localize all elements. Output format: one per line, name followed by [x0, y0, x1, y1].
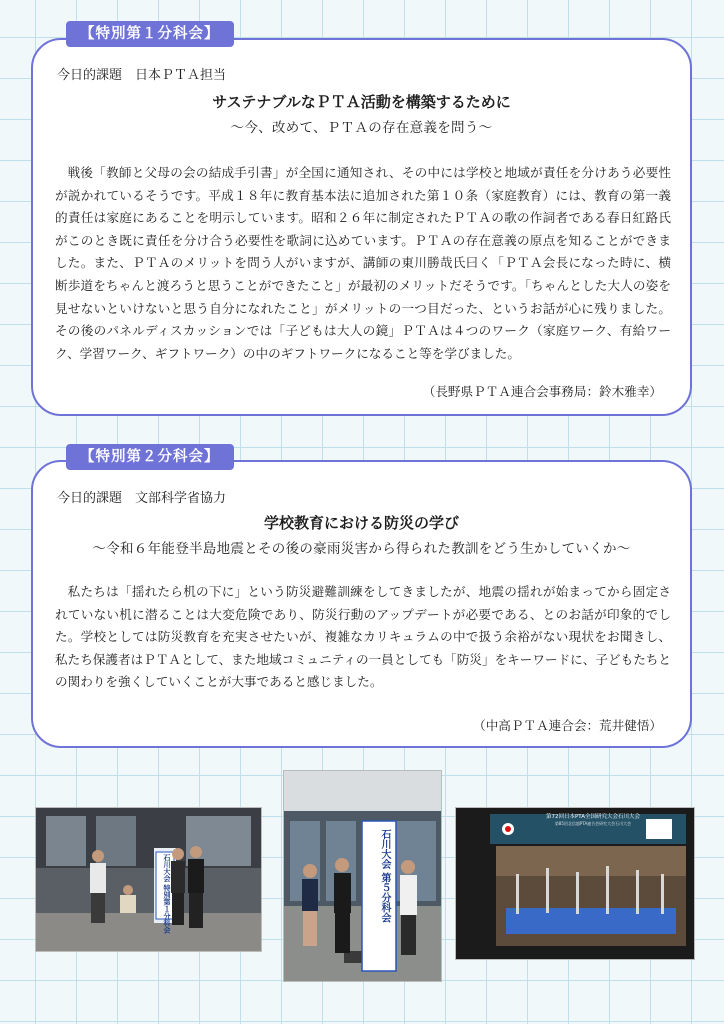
- photo3-screen-title-main: 第72回日本PTA全国研究大会石川大会: [545, 814, 640, 820]
- session2-card: [31, 460, 692, 748]
- photo3-screen-title: [518, 814, 668, 826]
- session1-title: サステナブルなＰＴＡ活動を構築するために: [212, 93, 511, 111]
- session1-credit: （長野県ＰＴＡ連合会事務局：鈴木雅幸）: [422, 384, 662, 399]
- photo1-banner-text: 石川大会 特別第１分科会: [163, 854, 171, 934]
- session2-credit: （中高ＰＴＡ連合会：荒井健悟）: [473, 718, 662, 733]
- session1-card: [31, 38, 692, 416]
- session2-subtitle: ～令和６年能登半島地震とその後の豪雨災害から得られた教訓をどう生かしていくか～: [92, 541, 631, 557]
- session2-title: 学校教育における防災の学び: [263, 514, 459, 532]
- photo-group-entrance: [35, 807, 262, 952]
- session1-theme: 今日的課題 日本ＰＴＡ担当: [57, 68, 227, 83]
- photo-stage-screen: [455, 807, 695, 960]
- session1-subtitle: ～今、改めて、ＰＴＡの存在意義を問う～: [230, 120, 493, 136]
- session2-body: 私たちは「揺れたら机の下に」という防災避難訓練をしてきましたが、地震の揺れが始まってから固定されていない机に潜ることは大変危険であり、防災行動のアップデートが必要である、とのお話が印象的でした。学校としては防災教育を充実させたいが、複雑なカリキュラムの中で扱う余裕がない現状をお聞きし、私たち保護者はＰＴＡとして、また地域コミュニティの一員としても「防災」をキーワードに、子どもたちとの関わりを強くしていくことが大事であると感じました。: [55, 584, 671, 690]
- photo-banner-group: [283, 770, 442, 982]
- session2-theme: 今日的課題 文部科学省協力: [57, 491, 227, 506]
- photo3-screen-title-sub: 第85回北信越PTA連合会研究大会石川大会: [554, 821, 632, 827]
- session1-tag: 【特別第１分科会】: [66, 21, 234, 47]
- photo2-banner-text: 石川大会 第５分科会: [379, 829, 390, 923]
- session2-tag: 【特別第２分科会】: [66, 444, 234, 470]
- session1-body: 戦後「教師と父母の会の結成手引書」が全国に通知され、その中には学校と地域が責任を分けあう必要性が説かれているそうです。平成１８年に教育基本法に追加された第１０条（家庭教育）には、教育の第一義的責任は家庭にあることを明示しています。昭和２６年に制定されたＰＴＡの歌の作詞者である春日紅路氏がこのとき既に責任を分け合う必要性を歌詞に込めています。ＰＴＡの存在意義の原点を知ることができました。また、ＰＴＡのメリットを問う人がいますが、講師の東川勝哉氏曰く「ＰＴＡ会長になった時に、横断歩道をちゃんと渡ろうと思うことができたこと」が最初のメリットだそうです。「ちゃんとした大人の姿を見せないといけないと思う自分になれたこと」がメリットの一つ目だった、というお話が心に残りました。その後のパネルディスカッションでは「子どもは大人の鏡」ＰＴＡは４つのワーク（家庭ワーク、有給ワーク、学習ワーク、ギフトワーク）の中のギフトワークになること等を学びました。: [55, 165, 671, 361]
